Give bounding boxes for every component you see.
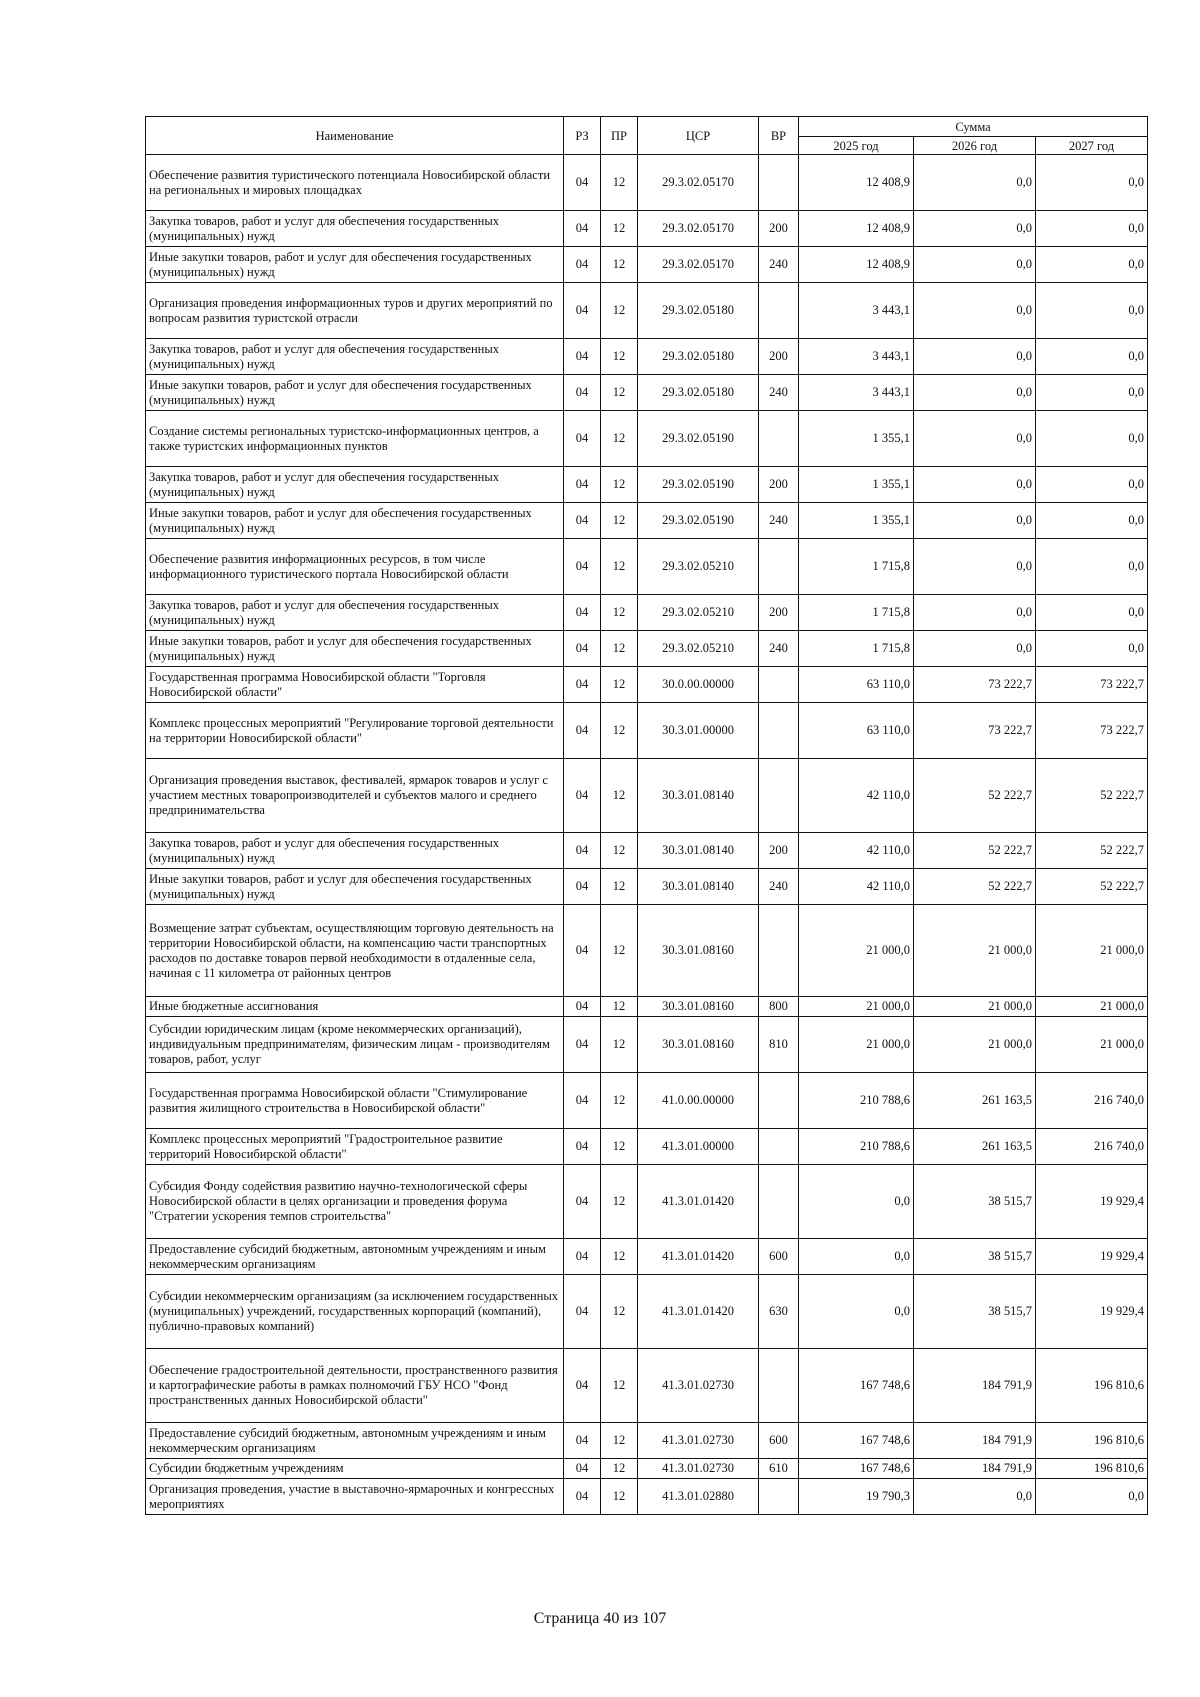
cell-sum-2027: 196 810,6 [1036,1349,1148,1423]
cell-vr: 810 [759,1017,799,1073]
cell-sum-2026: 21 000,0 [914,997,1036,1017]
cell-pr: 12 [601,833,638,869]
cell-csr: 30.3.01.08140 [638,759,759,833]
cell-name: Иные закупки товаров, работ и услуг для обеспечения государственных (муниципальных) нужд [146,631,564,667]
header-name: Наименование [146,117,564,155]
cell-vr: 200 [759,833,799,869]
cell-vr: 800 [759,997,799,1017]
cell-sum-2026: 21 000,0 [914,905,1036,997]
cell-sum-2025: 42 110,0 [799,759,914,833]
cell-csr: 41.0.00.00000 [638,1073,759,1129]
header-pr: ПР [601,117,638,155]
cell-csr: 41.3.01.02730 [638,1349,759,1423]
cell-pr: 12 [601,1275,638,1349]
cell-sum-2027: 73 222,7 [1036,667,1148,703]
cell-sum-2026: 261 163,5 [914,1129,1036,1165]
table-row [146,759,1148,833]
cell-csr: 41.3.01.02730 [638,1423,759,1459]
cell-vr [759,155,799,211]
cell-sum-2026: 0,0 [914,595,1036,631]
table-row [146,283,1148,339]
cell-vr: 200 [759,339,799,375]
cell-sum-2025: 1 715,8 [799,595,914,631]
cell-sum-2026: 0,0 [914,411,1036,467]
cell-name: Предоставление субсидий бюджетным, автономным учреждениям и иным некоммерческим организациям [146,1239,564,1275]
cell-rz: 04 [564,1017,601,1073]
cell-sum-2027: 0,0 [1036,211,1148,247]
cell-csr: 29.3.02.05190 [638,411,759,467]
cell-sum-2026: 0,0 [914,375,1036,411]
cell-sum-2026: 0,0 [914,247,1036,283]
cell-name: Создание системы региональных туристско-информационных центров, а также туристских информационных пунктов [146,411,564,467]
table-row [146,1239,1148,1275]
cell-sum-2027: 52 222,7 [1036,833,1148,869]
cell-csr: 29.3.02.05170 [638,247,759,283]
cell-name: Возмещение затрат субъектам, осуществляющим торговую деятельность на территории Новосибирской области, на компенсацию части транспортных расходов по доставке товаров первой необходимости в отдаленные села, начиная с 11 километра от районных центров [146,905,564,997]
cell-vr: 600 [759,1423,799,1459]
table-row [146,1459,1148,1479]
cell-name: Иные закупки товаров, работ и услуг для обеспечения государственных (муниципальных) нужд [146,375,564,411]
cell-csr: 30.3.01.00000 [638,703,759,759]
cell-rz: 04 [564,411,601,467]
cell-vr: 200 [759,211,799,247]
cell-sum-2027: 52 222,7 [1036,759,1148,833]
cell-rz: 04 [564,869,601,905]
cell-csr: 30.3.01.08140 [638,833,759,869]
cell-sum-2025: 1 355,1 [799,411,914,467]
cell-pr: 12 [601,1239,638,1275]
table-row [146,503,1148,539]
cell-sum-2025: 210 788,6 [799,1073,914,1129]
cell-name: Государственная программа Новосибирской области "Торговля Новосибирской области" [146,667,564,703]
table-row [146,1165,1148,1239]
cell-name: Организация проведения информационных туров и других мероприятий по вопросам развития туристской отрасли [146,283,564,339]
cell-vr [759,411,799,467]
cell-sum-2026: 38 515,7 [914,1165,1036,1239]
cell-sum-2026: 184 791,9 [914,1423,1036,1459]
cell-name: Закупка товаров, работ и услуг для обеспечения государственных (муниципальных) нужд [146,833,564,869]
cell-rz: 04 [564,1423,601,1459]
cell-name: Организация проведения выставок, фестивалей, ярмарок товаров и услуг с участием местных товаропроизводителей и субъектов малого и среднего предпринимательства [146,759,564,833]
cell-rz: 04 [564,595,601,631]
cell-sum-2025: 1 715,8 [799,631,914,667]
table-row [146,905,1148,997]
cell-rz: 04 [564,1129,601,1165]
cell-rz: 04 [564,375,601,411]
table-row [146,467,1148,503]
cell-csr: 30.0.00.00000 [638,667,759,703]
cell-pr: 12 [601,539,638,595]
cell-sum-2026: 73 222,7 [914,667,1036,703]
cell-pr: 12 [601,595,638,631]
table-row [146,631,1148,667]
cell-rz: 04 [564,1459,601,1479]
header-csr: ЦСР [638,117,759,155]
cell-sum-2025: 1 715,8 [799,539,914,595]
cell-vr [759,759,799,833]
cell-sum-2026: 52 222,7 [914,759,1036,833]
cell-csr: 29.3.02.05210 [638,539,759,595]
cell-sum-2025: 12 408,9 [799,211,914,247]
cell-rz: 04 [564,283,601,339]
cell-csr: 29.3.02.05210 [638,595,759,631]
cell-sum-2026: 0,0 [914,1479,1036,1515]
table-row [146,833,1148,869]
cell-name: Субсидии некоммерческим организациям (за исключением государственных (муниципальных) учреждений, государственных корпораций (компаний), публично-правовых компаний) [146,1275,564,1349]
cell-vr [759,1129,799,1165]
cell-rz: 04 [564,631,601,667]
cell-rz: 04 [564,211,601,247]
cell-sum-2025: 21 000,0 [799,905,914,997]
cell-csr: 29.3.02.05170 [638,211,759,247]
cell-sum-2027: 196 810,6 [1036,1423,1148,1459]
cell-vr [759,1165,799,1239]
cell-vr [759,1073,799,1129]
cell-pr: 12 [601,869,638,905]
cell-sum-2026: 52 222,7 [914,833,1036,869]
cell-csr: 30.3.01.08160 [638,997,759,1017]
header-year-2027: 2027 год [1036,137,1148,155]
cell-sum-2026: 0,0 [914,631,1036,667]
cell-pr: 12 [601,1349,638,1423]
cell-csr: 41.3.01.02880 [638,1479,759,1515]
cell-sum-2026: 0,0 [914,339,1036,375]
cell-csr: 29.3.02.05180 [638,375,759,411]
cell-name: Субсидии бюджетным учреждениям [146,1459,564,1479]
cell-name: Обеспечение развития туристического потенциала Новосибирской области на региональных и мировых площадках [146,155,564,211]
cell-pr: 12 [601,1479,638,1515]
cell-csr: 41.3.01.01420 [638,1165,759,1239]
cell-name: Иные закупки товаров, работ и услуг для обеспечения государственных (муниципальных) нужд [146,247,564,283]
cell-rz: 04 [564,339,601,375]
cell-sum-2027: 0,0 [1036,339,1148,375]
cell-name: Закупка товаров, работ и услуг для обеспечения государственных (муниципальных) нужд [146,211,564,247]
cell-rz: 04 [564,1275,601,1349]
table-row [146,703,1148,759]
table-row [146,375,1148,411]
cell-sum-2025: 12 408,9 [799,247,914,283]
budget-table [145,116,1148,1515]
cell-csr: 29.3.02.05180 [638,339,759,375]
cell-sum-2026: 38 515,7 [914,1239,1036,1275]
cell-vr [759,667,799,703]
cell-name: Субсидии юридическим лицам (кроме некоммерческих организаций), индивидуальным предпринимателям, физическим лицам - производителям товаров, работ, услуг [146,1017,564,1073]
cell-sum-2027: 73 222,7 [1036,703,1148,759]
cell-sum-2025: 63 110,0 [799,667,914,703]
cell-sum-2027: 0,0 [1036,155,1148,211]
cell-name: Обеспечение развития информационных ресурсов, в том числе информационного туристического портала Новосибирской области [146,539,564,595]
cell-rz: 04 [564,467,601,503]
cell-sum-2026: 0,0 [914,467,1036,503]
cell-sum-2025: 0,0 [799,1165,914,1239]
cell-name: Иные закупки товаров, работ и услуг для обеспечения государственных (муниципальных) нужд [146,869,564,905]
cell-name: Субсидия Фонду содействия развитию научно-технологической сферы Новосибирской области в целях организации и проведения форума "Стратегии ускорения темпов строительства" [146,1165,564,1239]
cell-pr: 12 [601,1129,638,1165]
cell-csr: 30.3.01.08140 [638,869,759,905]
cell-rz: 04 [564,905,601,997]
cell-sum-2027: 0,0 [1036,539,1148,595]
cell-name: Государственная программа Новосибирской области "Стимулирование развития жилищного строительства в Новосибирской области" [146,1073,564,1129]
cell-rz: 04 [564,1239,601,1275]
cell-sum-2025: 12 408,9 [799,155,914,211]
cell-pr: 12 [601,905,638,997]
cell-vr: 240 [759,631,799,667]
cell-rz: 04 [564,1165,601,1239]
cell-csr: 41.3.01.00000 [638,1129,759,1165]
cell-name: Обеспечение градостроительной деятельности, пространственного развития и картографические работы в рамках полномочий ГБУ НСО "Фонд пространственных данных Новосибирской области" [146,1349,564,1423]
cell-sum-2025: 0,0 [799,1275,914,1349]
cell-sum-2027: 0,0 [1036,1479,1148,1515]
cell-sum-2027: 0,0 [1036,247,1148,283]
cell-pr: 12 [601,1423,638,1459]
cell-sum-2026: 21 000,0 [914,1017,1036,1073]
cell-rz: 04 [564,1479,601,1515]
cell-vr: 200 [759,595,799,631]
cell-sum-2027: 0,0 [1036,595,1148,631]
cell-pr: 12 [601,283,638,339]
cell-sum-2025: 1 355,1 [799,503,914,539]
cell-sum-2025: 19 790,3 [799,1479,914,1515]
cell-name: Иные бюджетные ассигнования [146,997,564,1017]
table-row [146,1129,1148,1165]
cell-name: Комплекс процессных мероприятий "Градостроительное развитие территорий Новосибирской области" [146,1129,564,1165]
cell-vr: 600 [759,1239,799,1275]
cell-pr: 12 [601,467,638,503]
cell-sum-2027: 0,0 [1036,467,1148,503]
cell-sum-2025: 167 748,6 [799,1459,914,1479]
cell-sum-2027: 21 000,0 [1036,905,1148,997]
header-vr: ВР [759,117,799,155]
cell-vr: 240 [759,247,799,283]
cell-pr: 12 [601,247,638,283]
table-row [146,339,1148,375]
cell-sum-2025: 21 000,0 [799,1017,914,1073]
cell-rz: 04 [564,667,601,703]
cell-sum-2026: 0,0 [914,155,1036,211]
cell-csr: 29.3.02.05170 [638,155,759,211]
cell-pr: 12 [601,503,638,539]
cell-sum-2027: 216 740,0 [1036,1073,1148,1129]
table-row [146,1073,1148,1129]
table-row [146,667,1148,703]
cell-sum-2025: 167 748,6 [799,1349,914,1423]
table-row [146,1275,1148,1349]
cell-sum-2027: 196 810,6 [1036,1459,1148,1479]
cell-sum-2027: 0,0 [1036,375,1148,411]
cell-sum-2025: 210 788,6 [799,1129,914,1165]
cell-sum-2025: 21 000,0 [799,997,914,1017]
cell-sum-2025: 42 110,0 [799,869,914,905]
cell-sum-2027: 0,0 [1036,283,1148,339]
cell-sum-2025: 42 110,0 [799,833,914,869]
cell-csr: 29.3.02.05190 [638,503,759,539]
cell-vr: 610 [759,1459,799,1479]
cell-vr: 630 [759,1275,799,1349]
cell-rz: 04 [564,1349,601,1423]
cell-rz: 04 [564,247,601,283]
header-year-2026: 2026 год [914,137,1036,155]
table-row [146,539,1148,595]
table-row [146,997,1148,1017]
cell-vr: 240 [759,869,799,905]
cell-sum-2026: 184 791,9 [914,1349,1036,1423]
table-header [146,117,1148,155]
cell-sum-2025: 3 443,1 [799,375,914,411]
cell-pr: 12 [601,997,638,1017]
cell-vr [759,539,799,595]
cell-sum-2027: 19 929,4 [1036,1275,1148,1349]
cell-csr: 41.3.01.02730 [638,1459,759,1479]
cell-sum-2027: 216 740,0 [1036,1129,1148,1165]
cell-sum-2026: 73 222,7 [914,703,1036,759]
cell-sum-2025: 167 748,6 [799,1423,914,1459]
table-row [146,155,1148,211]
cell-vr [759,1349,799,1423]
cell-pr: 12 [601,1073,638,1129]
cell-pr: 12 [601,667,638,703]
cell-sum-2026: 0,0 [914,283,1036,339]
table-body [146,155,1148,1515]
cell-sum-2027: 19 929,4 [1036,1165,1148,1239]
cell-sum-2027: 0,0 [1036,411,1148,467]
cell-rz: 04 [564,759,601,833]
cell-pr: 12 [601,411,638,467]
cell-csr: 30.3.01.08160 [638,1017,759,1073]
cell-sum-2025: 3 443,1 [799,283,914,339]
cell-rz: 04 [564,503,601,539]
cell-csr: 41.3.01.01420 [638,1239,759,1275]
table-row [146,1479,1148,1515]
cell-pr: 12 [601,631,638,667]
table-row [146,411,1148,467]
cell-sum-2025: 63 110,0 [799,703,914,759]
cell-sum-2027: 21 000,0 [1036,1017,1148,1073]
cell-csr: 30.3.01.08160 [638,905,759,997]
header-rz: РЗ [564,117,601,155]
cell-sum-2026: 0,0 [914,539,1036,595]
table-row [146,869,1148,905]
cell-sum-2025: 3 443,1 [799,339,914,375]
cell-pr: 12 [601,1459,638,1479]
cell-csr: 29.3.02.05210 [638,631,759,667]
cell-sum-2026: 0,0 [914,211,1036,247]
table-row [146,595,1148,631]
cell-pr: 12 [601,155,638,211]
cell-vr [759,283,799,339]
cell-csr: 29.3.02.05180 [638,283,759,339]
cell-pr: 12 [601,1165,638,1239]
cell-pr: 12 [601,1017,638,1073]
cell-sum-2027: 52 222,7 [1036,869,1148,905]
cell-sum-2027: 0,0 [1036,631,1148,667]
table-row [146,247,1148,283]
cell-csr: 29.3.02.05190 [638,467,759,503]
cell-pr: 12 [601,703,638,759]
cell-sum-2026: 184 791,9 [914,1459,1036,1479]
cell-sum-2027: 0,0 [1036,503,1148,539]
cell-csr: 41.3.01.01420 [638,1275,759,1349]
cell-rz: 04 [564,1073,601,1129]
cell-vr [759,1479,799,1515]
cell-rz: 04 [564,703,601,759]
table-row [146,1017,1148,1073]
cell-pr: 12 [601,375,638,411]
cell-sum-2027: 21 000,0 [1036,997,1148,1017]
cell-pr: 12 [601,339,638,375]
header-sum: Сумма [799,117,1148,137]
cell-vr: 240 [759,375,799,411]
table-row [146,1349,1148,1423]
cell-vr [759,905,799,997]
table-row [146,1423,1148,1459]
cell-name: Закупка товаров, работ и услуг для обеспечения государственных (муниципальных) нужд [146,467,564,503]
cell-pr: 12 [601,759,638,833]
cell-sum-2026: 261 163,5 [914,1073,1036,1129]
cell-name: Организация проведения, участие в выставочно-ярмарочных и конгрессных мероприятиях [146,1479,564,1515]
cell-name: Закупка товаров, работ и услуг для обеспечения государственных (муниципальных) нужд [146,339,564,375]
cell-rz: 04 [564,997,601,1017]
cell-rz: 04 [564,833,601,869]
cell-vr: 240 [759,503,799,539]
cell-name: Закупка товаров, работ и услуг для обеспечения государственных (муниципальных) нужд [146,595,564,631]
cell-sum-2027: 19 929,4 [1036,1239,1148,1275]
cell-sum-2025: 1 355,1 [799,467,914,503]
table-row [146,211,1148,247]
cell-rz: 04 [564,539,601,595]
cell-vr [759,703,799,759]
cell-sum-2026: 0,0 [914,503,1036,539]
cell-rz: 04 [564,155,601,211]
cell-name: Предоставление субсидий бюджетным, автономным учреждениям и иным некоммерческим организациям [146,1423,564,1459]
cell-pr: 12 [601,211,638,247]
header-year-2025: 2025 год [799,137,914,155]
cell-vr: 200 [759,467,799,503]
cell-sum-2025: 0,0 [799,1239,914,1275]
cell-name: Иные закупки товаров, работ и услуг для обеспечения государственных (муниципальных) нужд [146,503,564,539]
cell-sum-2026: 52 222,7 [914,869,1036,905]
cell-name: Комплекс процессных мероприятий "Регулирование торговой деятельности на территории Новосибирской области" [146,703,564,759]
page-number: Страница 40 из 107 [533,1610,667,1627]
cell-sum-2026: 38 515,7 [914,1275,1036,1349]
